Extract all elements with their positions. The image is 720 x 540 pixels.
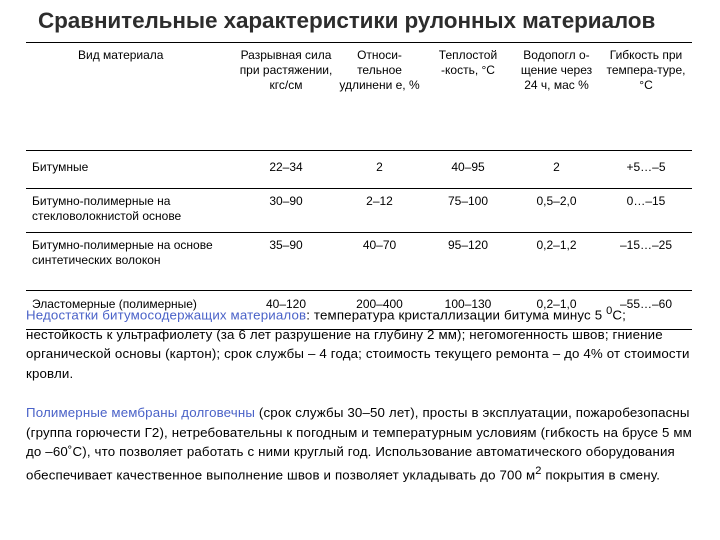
table-cell: 22–34	[236, 151, 336, 189]
paragraph-text: С; нестойкость к ультрафиолету (за 6 лет разрушение на глубину 2 мм); негомогенность швов; гниение органической основы (картон); срок службы – 4 года; стоимость текущего ремонта – до 4% от стоимости кровли.	[26, 307, 690, 381]
table-cell: 75–100	[423, 189, 513, 233]
table-cell: +5…–5	[600, 151, 692, 189]
table-cell: –15…–25	[600, 233, 692, 291]
paragraph-text: (срок службы 30–50 лет), просты в эксплуатации, пожаробезопасны (группа горючести Г2), нетребовательны к погодным и температурным условиям (гибкость на брусе 5 мм до –60˚С), что позволяет работать с ними круглый год. Использование автоматического оборудования обеспечивает качественное выполнение швов и позволяет укладывать до 700 м	[26, 405, 692, 482]
header-cell: Гибкость при темпера-туре, °С	[600, 43, 692, 151]
table-cell: Битумно-полимерные на основе синтетических волокон	[26, 233, 236, 291]
table-cell: Эластомерные (полимерные)	[26, 291, 236, 330]
header-cell: Разрывная сила при растяжении, кгс/см	[236, 43, 336, 151]
superscript: 2	[535, 464, 542, 477]
table-cell: 35–90	[236, 233, 336, 291]
paragraph-text: покрытия в смену.	[541, 466, 661, 482]
table-row	[26, 233, 692, 291]
table-header-row	[26, 43, 692, 151]
table-cell: 2	[336, 151, 423, 189]
table-cell: 95–120	[423, 233, 513, 291]
table-cell: 0,2–1,2	[513, 233, 600, 291]
table-cell: 200–400	[336, 291, 423, 330]
table-cell: 30–90	[236, 189, 336, 233]
table-cell: 40–70	[336, 233, 423, 291]
header-cell: Вид материала	[26, 43, 236, 151]
table-cell: 0,2–1,0	[513, 291, 600, 330]
table-cell: 40–120	[236, 291, 336, 330]
disadvantages-paragraph	[26, 302, 692, 383]
page-title: Сравнительные характеристики рулонных материалов	[38, 8, 656, 33]
table-cell: 0…–15	[600, 189, 692, 233]
table-cell: Битумно-полимерные на стекловолокнистой основе	[26, 189, 236, 233]
table-row	[26, 151, 692, 189]
table-cell: 100–130	[423, 291, 513, 330]
disadvantages-heading: Недостатки битумосодержащих материалов	[26, 307, 307, 323]
table-cell: 2	[513, 151, 600, 189]
header-cell: Водопогл о-щение через 24 ч, мас %	[513, 43, 600, 151]
table-row	[26, 189, 692, 233]
table-cell: 2–12	[336, 189, 423, 233]
membranes-heading: Полимерные мембраны долговечны	[26, 405, 256, 420]
table-cell: 0,5–2,0	[513, 189, 600, 233]
table-cell: –55…–60	[600, 291, 692, 330]
header-cell: Теплостой -кость, °С	[423, 43, 513, 151]
membranes-paragraph	[26, 403, 692, 484]
superscript: 0	[606, 305, 613, 317]
table-cell: Битумные	[26, 151, 236, 189]
materials-table	[26, 42, 692, 330]
paragraph-text: : температура кристаллизации битума минус 5	[306, 307, 607, 323]
table-cell: 40–95	[423, 151, 513, 189]
header-cell: Относи-тельное удлинени е, %	[336, 43, 423, 151]
